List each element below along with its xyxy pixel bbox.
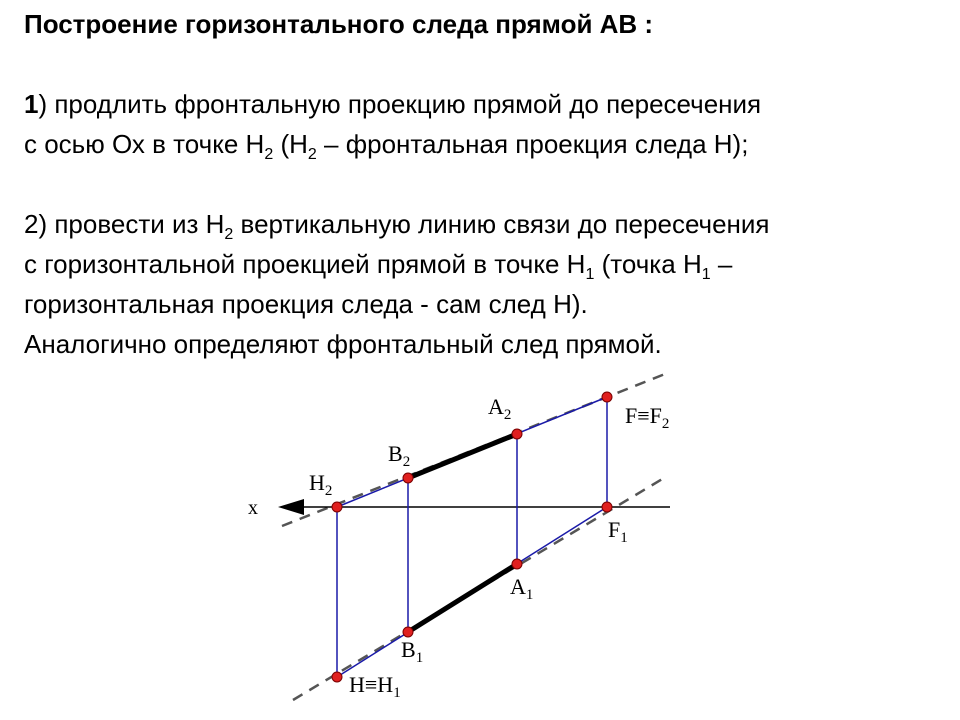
step1-line2-c: – фронтальная проекция следа Н);: [316, 129, 749, 159]
step1-line2-sub2: 2: [307, 146, 317, 163]
label-b2-sub: 2: [402, 454, 411, 470]
label-f-f2-main: F≡F: [625, 403, 662, 428]
point-b2: [403, 473, 413, 483]
label-b1: [401, 637, 423, 666]
point-a1: [512, 559, 522, 569]
step2-line2-sub1: 1: [585, 266, 595, 283]
step2-line2-sub2: 1: [701, 266, 711, 283]
step1-number: 1: [24, 89, 39, 119]
x-axis-arrowhead: [278, 499, 304, 515]
label-b2: [388, 441, 410, 470]
step2-line2-a: с горизонтальной проекцией прямой в точке Н: [24, 249, 586, 279]
step2-line4: Аналогично определяют фронтальный след прямой.: [24, 329, 662, 359]
label-a1-sub: 1: [525, 587, 534, 603]
label-a1-main: A: [510, 574, 526, 599]
label-f-f2-sub: 2: [661, 416, 670, 432]
label-h2: [309, 470, 332, 499]
point-h2: [332, 502, 342, 512]
label-f1: [608, 517, 628, 546]
label-h2-main: H: [309, 470, 325, 495]
label-a2-sub: 2: [503, 407, 512, 423]
step1-line1-text: ) продлить фронтальную проекцию прямой до пересечения: [38, 89, 762, 119]
label-f1-sub: 1: [620, 530, 628, 546]
label-h2-sub: 2: [324, 483, 333, 499]
step2-line1-sub: 2: [224, 226, 234, 243]
label-a2: [488, 394, 511, 423]
label-h-h1-main: H≡H: [349, 672, 394, 697]
step1-line2-sub1: 2: [264, 146, 274, 163]
slide-heading: Построение горизонтального следа прямой АВ :: [24, 9, 654, 39]
step1-line2-a: с осью Ох в точке Н: [24, 129, 265, 159]
point-a2: [512, 429, 522, 439]
step2-line2-b: (точка Н: [594, 249, 702, 279]
point-f1: [602, 502, 612, 512]
label-b2-main: B: [388, 441, 403, 466]
point-b1: [403, 627, 413, 637]
segment-a1-b1: [408, 564, 517, 632]
label-f-f2: [625, 403, 669, 432]
point-f2: [602, 392, 612, 402]
label-b1-main: B: [401, 637, 416, 662]
step2-line3: горизонтальная проекция следа - сам след Н).: [24, 289, 588, 319]
label-a1: [510, 574, 533, 603]
segment-a2-b2: [408, 434, 517, 478]
label-a2-main: A: [488, 394, 504, 419]
step2-line1-a: 2) провести из Н: [24, 209, 225, 239]
step2-line1-b: вертикальную линию связи до пересечения: [233, 209, 770, 239]
step1-line2-b: (Н: [273, 129, 308, 159]
label-f1-main: F: [608, 517, 621, 542]
label-x-axis: x: [248, 497, 258, 519]
point-h-h1: [332, 672, 342, 682]
label-h-h1-sub: 1: [393, 685, 401, 701]
step2-line2-c: –: [710, 249, 733, 279]
label-h-h1: [349, 672, 401, 701]
label-b1-sub: 1: [415, 650, 424, 666]
